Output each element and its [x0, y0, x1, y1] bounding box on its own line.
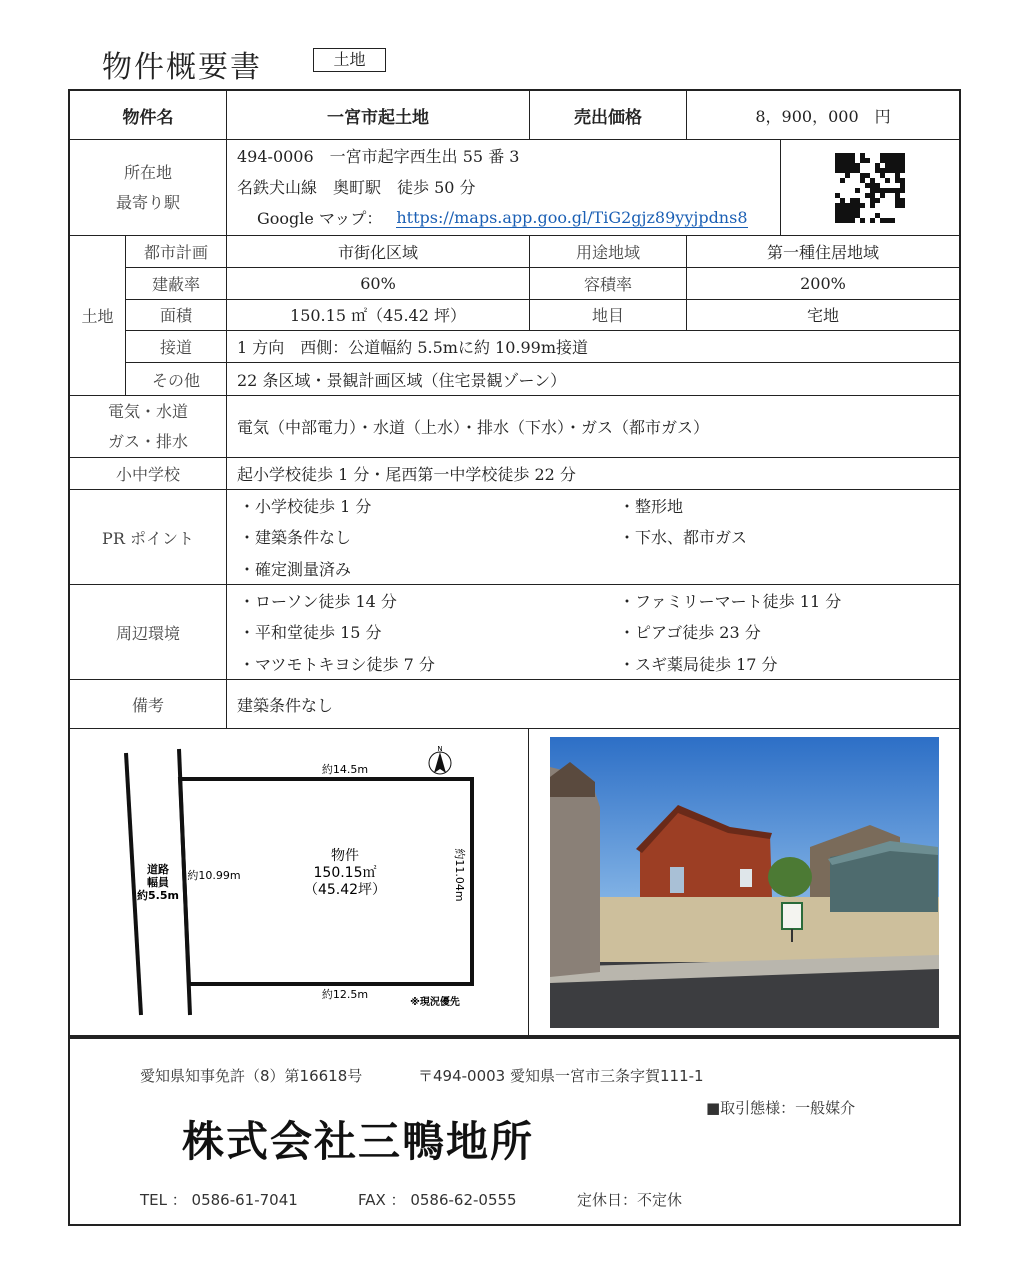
map-label: Google マップ：: [257, 209, 383, 228]
list-item: ・下水、都市ガス: [619, 528, 748, 548]
coverage-value: 60%: [227, 268, 530, 299]
dim-left: 約10.99m: [187, 869, 241, 882]
list-item: ・ファミリーマート徒歩 11 分: [619, 592, 842, 611]
pr-label: PR ポイント: [70, 490, 227, 584]
list-item: ・確定測量済み: [239, 559, 352, 579]
name-label: 物件名: [70, 91, 227, 139]
photo-cell: [529, 729, 959, 1035]
list-item: ・整形地: [619, 497, 684, 516]
address-text: 494-0006 一宮市起字西生出 55 番 3: [237, 147, 520, 166]
property-sheet: [68, 89, 961, 1037]
pr-items: [227, 490, 959, 584]
property-photo: [550, 737, 939, 1028]
road-label-2: 幅員: [147, 876, 169, 889]
list-item: ・ローソン徒歩 14 分: [239, 592, 397, 611]
utilities-label-1: 電気・水道: [107, 401, 188, 421]
north-arrow-icon: [429, 745, 451, 774]
utilities-label: [70, 396, 227, 457]
remarks-label: 備考: [70, 680, 227, 728]
utilities-label-2: ガス・排水: [107, 431, 188, 451]
north-label: N: [437, 745, 443, 753]
list-item: ・ピアゴ徒歩 23 分: [619, 623, 761, 643]
road-label-3: 約5.5m: [137, 889, 179, 902]
location-label: [70, 140, 227, 235]
surroundings-row: [70, 585, 959, 680]
dim-right: 約11.04m: [453, 848, 466, 902]
license-number: 愛知県知事免許（8）第16618号: [140, 1067, 363, 1085]
price-value: 8，900，000 円: [755, 106, 891, 126]
land-subrow: [126, 236, 959, 268]
map-link[interactable]: https://maps.app.goo.gl/TiG2gjz89yyjpdns8: [396, 207, 748, 227]
location-row: [70, 140, 959, 236]
price-label: 売出価格: [530, 91, 687, 139]
area-label: 面積: [126, 300, 227, 331]
company-address: 〒494-0003 愛知県一宮市三条字賀111-1: [418, 1067, 704, 1085]
use-zone-value: 第一種住居地域: [766, 242, 879, 262]
location-label-1: 所在地: [123, 162, 172, 182]
road-label-1: 道路: [147, 863, 169, 876]
land-row: [70, 236, 959, 396]
tel-number[interactable]: TEL ： 0586-61-7041: [140, 1191, 298, 1209]
list-item: ・建築条件なし: [239, 528, 352, 548]
qr-cell: [781, 140, 959, 235]
remarks-value: 建築条件なし: [237, 695, 334, 715]
dim-bottom: 約12.5m: [321, 988, 369, 1001]
lot-drawing: [70, 729, 529, 1035]
surroundings-items: [227, 585, 959, 679]
city-planning-label: 都市計画: [126, 236, 227, 267]
land-subrow: [126, 268, 959, 300]
location-values: [227, 140, 781, 235]
use-zone-label: 用途地域: [530, 236, 687, 267]
company-name: 株式会社三鴨地所: [182, 1117, 535, 1166]
school-row: [70, 458, 959, 490]
city-planning-value: 市街化区域: [227, 236, 530, 267]
utilities-row: [70, 396, 959, 458]
remarks-row: [70, 680, 959, 729]
road-line-left: [126, 753, 141, 1015]
floor-ratio-label: 容積率: [530, 268, 687, 299]
lot-center-2: 150.15㎡: [313, 865, 377, 881]
land-subrow: [126, 363, 959, 395]
coverage-label: 建蔽率: [126, 268, 227, 299]
lot-center-3: （45.42坪）: [303, 882, 387, 898]
list-item: ・平和堂徒歩 15 分: [239, 623, 382, 643]
surroundings-label: 周辺環境: [70, 585, 227, 679]
utilities-value: 電気（中部電力）・水道（上水）・排水（下水）・ガス（都市ガス）: [237, 418, 710, 437]
other-label: その他: [126, 363, 227, 395]
name-value: 一宮市起土地: [227, 91, 530, 139]
holiday-text: 定休日：不定休: [577, 1191, 683, 1209]
land-category-value: 宅地: [806, 306, 839, 326]
other-value: 22 条区域・景観計画区域（住宅景観ゾーン）: [237, 370, 567, 390]
land-subrow: [126, 300, 959, 332]
land-subrow: [126, 331, 959, 363]
road-label: 接道: [126, 331, 227, 362]
school-value: 起小学校徒歩 1 分・尾西第一中学校徒歩 22 分: [237, 465, 576, 484]
pr-row: [70, 490, 959, 585]
transaction-type: ■取引態様：一般媒介: [706, 1099, 856, 1117]
list-item: ・マツモトキヨシ徒歩 7 分: [239, 654, 435, 674]
school-label: 小中学校: [70, 458, 227, 489]
list-item: ・小学校徒歩 1 分: [239, 497, 372, 516]
dim-top: 約14.5m: [321, 763, 369, 776]
area-value: 150.15 ㎡（45.42 坪）: [227, 300, 530, 331]
list-item: ・スギ薬局徒歩 17 分: [619, 654, 778, 674]
location-label-2: 最寄り駅: [115, 192, 180, 212]
land-category-label: 地目: [530, 300, 687, 331]
lot-center-1: 物件: [331, 848, 359, 864]
summary-row: [70, 91, 959, 140]
fax-number: FAX ： 0586-62-0555: [358, 1191, 517, 1209]
company-footer: [68, 1037, 961, 1226]
map-line: [227, 202, 780, 233]
qr-code-icon[interactable]: [835, 153, 905, 223]
lot-drawing-svg: [70, 729, 529, 1035]
page-title: 物件概要書: [102, 50, 262, 85]
property-photo-svg: [550, 737, 939, 1028]
floor-ratio-value: 200%: [800, 273, 846, 293]
category-badge: 土地: [313, 48, 386, 72]
station-text: 名鉄犬山線 奥町駅 徒歩 50 分: [237, 178, 476, 197]
media-row: [70, 729, 959, 1035]
drawing-note: ※現況優先: [410, 997, 460, 1008]
road-value: 1 方向 西側：公道幅約 5.5mに約 10.99m接道: [237, 338, 589, 358]
land-grid: [126, 236, 959, 395]
land-group-label: 土地: [70, 236, 126, 395]
